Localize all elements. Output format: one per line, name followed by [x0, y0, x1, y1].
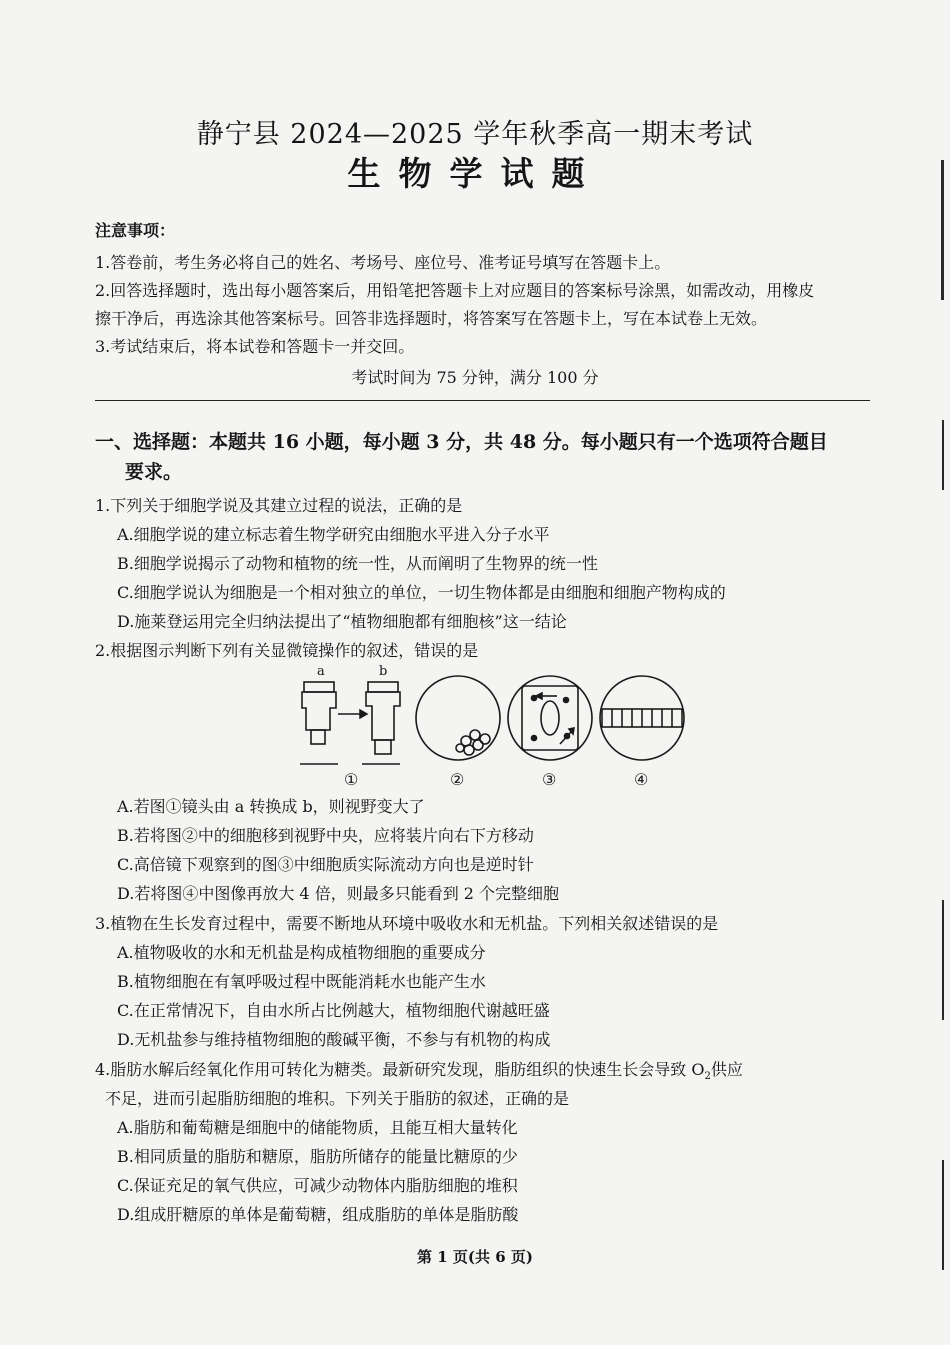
section-heading-line: 一、选择题：本题共 16 小题，每小题 3 分，共 48 分。每小题只有一个选项符合题目 — [95, 431, 828, 453]
question-stem: 2.根据图示判断下列有关显微镜操作的叙述，错误的是 — [95, 641, 479, 660]
subscript: 2 — [704, 1071, 711, 1083]
panel-label-2: ② — [450, 770, 465, 789]
question-stem-continued: 不足，进而引起脂肪细胞的堆积。下列关于脂肪的叙述，正确的是 — [105, 1089, 570, 1108]
section-heading — [95, 427, 875, 487]
question-stem-part: 供应 — [710, 1060, 743, 1079]
option: C.高倍镜下观察到的图③中细胞质实际流动方向也是逆时针 — [117, 855, 534, 874]
option: B.植物细胞在有氧呼吸过程中既能消耗水也能产生水 — [117, 972, 486, 991]
panel-label-1: ① — [344, 770, 359, 789]
question-stem-part: 4.脂肪水解后经氧化作用可转化为糖类。最新研究发现，脂肪组织的快速生长会导致 O — [95, 1060, 705, 1079]
option: C.在正常情况下，自由水所占比例越大，植物细胞代谢越旺盛 — [117, 1001, 550, 1020]
notice-item: 擦干净后，再选涂其他答案标号。回答非选择题时，将答案写在答题卡上，写在本试卷上无效。 — [95, 309, 768, 328]
scan-edge-mark — [942, 900, 944, 1020]
objective-lens-a — [302, 682, 336, 744]
option: A.细胞学说的建立标志着生物学研究由细胞水平进入分子水平 — [117, 525, 550, 544]
divider — [95, 400, 870, 401]
field-of-view-4 — [600, 676, 684, 760]
lens-label-a: a — [317, 664, 325, 679]
option: D.无机盐参与维持植物细胞的酸碱平衡，不参与有机物的构成 — [117, 1030, 551, 1049]
exam-title: 静宁县 2024—2025 学年秋季高一期末考试 — [196, 119, 754, 150]
field-of-view-2 — [416, 676, 500, 760]
subject-title: 生物学试题 — [347, 154, 603, 193]
page-number: 第 1 页(共 6 页) — [417, 1248, 533, 1266]
notice-item: 3.考试结束后，将本试卷和答题卡一并交回。 — [95, 337, 415, 356]
notice-item: 1.答卷前，考生务必将自己的姓名、考场号、座位号、准考证号填写在答题卡上。 — [95, 253, 671, 272]
question-stem — [95, 1057, 743, 1082]
option: A.脂肪和葡萄糖是细胞中的储能物质，且能互相大量转化 — [117, 1118, 518, 1137]
objective-lens-b — [366, 682, 400, 754]
option: B.相同质量的脂肪和糖原，脂肪所储存的能量比糖原的少 — [117, 1147, 518, 1166]
question-stem: 1.下列关于细胞学说及其建立过程的说法，正确的是 — [95, 496, 463, 515]
lens-label-b: b — [379, 664, 388, 679]
panel-label-4: ④ — [634, 770, 649, 789]
option: C.保证充足的氧气供应，可减少动物体内脂肪细胞的堆积 — [117, 1176, 518, 1195]
option: D.若将图④中图像再放大 4 倍，则最多只能看到 2 个完整细胞 — [117, 884, 560, 903]
question-stem: 3.植物在生长发育过程中，需要不断地从环境中吸收水和无机盐。下列相关叙述错误的是 — [95, 914, 719, 933]
exam-time-info: 考试时间为 75 分钟，满分 100 分 — [351, 368, 599, 387]
option: A.若图①镜头由 a 转换成 b，则视野变大了 — [117, 797, 425, 816]
notice-heading: 注意事项： — [95, 221, 176, 240]
notice-item: 2.回答选择题时，选出每小题答案后，用铅笔把答题卡上对应题目的答案标号涂黑，如需改动，用橡皮 — [95, 281, 815, 300]
section-heading-line: 要求。 — [125, 461, 183, 483]
field-of-view-3 — [508, 676, 592, 760]
option: A.植物吸收的水和无机盐是构成植物细胞的重要成分 — [117, 943, 486, 962]
option: C.细胞学说认为细胞是一个相对独立的单位，一切生物体都是由细胞和细胞产物构成的 — [117, 583, 726, 602]
option: D.施莱登运用完全归纳法提出了“植物细胞都有细胞核”这一结论 — [117, 612, 567, 631]
scan-edge-mark — [942, 420, 944, 490]
microscope-figure — [290, 664, 710, 793]
option: B.细胞学说揭示了动物和植物的统一性，从而阐明了生物界的统一性 — [117, 554, 598, 573]
panel-label-3: ③ — [542, 770, 557, 789]
option: D.组成肝糖原的单体是葡萄糖，组成脂肪的单体是脂肪酸 — [117, 1205, 519, 1224]
arrow-a-to-b — [338, 710, 367, 718]
option: B.若将图②中的细胞移到视野中央，应将装片向右下方移动 — [117, 826, 534, 845]
